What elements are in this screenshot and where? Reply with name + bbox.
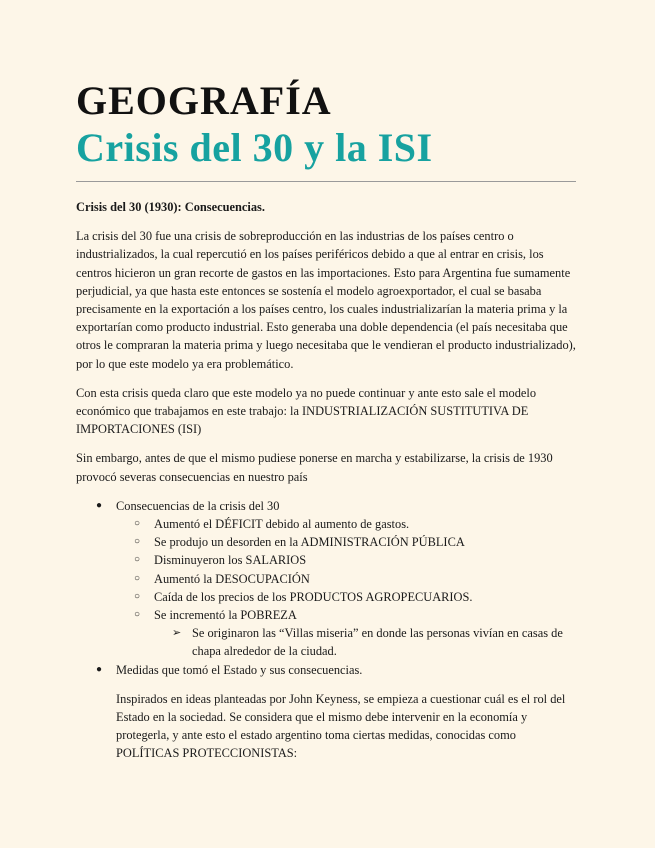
- bullet-dot-icon: ●: [96, 663, 103, 675]
- list-item-text: Se incrementó la POBREZA: [154, 608, 297, 623]
- list-item-text: Caída de los precios de los PRODUCTOS AGROPECUARIOS.: [154, 589, 473, 604]
- list-item: [116, 588, 578, 606]
- list-item-text: Se produjo un desorden en la ADMINISTRACIÓN PÚBLICA: [154, 535, 465, 550]
- list-item: [154, 624, 578, 660]
- bullet-circle-icon: ○: [134, 609, 141, 621]
- main-bullet-list: [76, 497, 578, 763]
- list-item-text: Aumentó la DESOCUPACIÓN: [154, 571, 310, 586]
- list-item-label: Medidas que tomó el Estado y sus consecuencias.: [116, 662, 363, 677]
- list-item-text: Aumentó el DÉFICIT debido al aumento de gastos.: [154, 517, 410, 532]
- paragraph-consequences-intro: Sin embargo, antes de que el mismo pudiese ponerse en marcha y estabilizarse, la crisis de 1930 provocó severas consecuencias en nuestro país: [76, 451, 553, 484]
- document-subtitle: Crisis del 30 y la ISI: [76, 125, 433, 170]
- list-item-consequences: [76, 497, 578, 661]
- list-item-text: Se originaron las “Villas miseria” en donde las personas vivían en casas de chapa alrededor de la ciudad.: [192, 626, 563, 659]
- bullet-circle-icon: ○: [134, 554, 141, 566]
- bullet-circle-icon: ○: [134, 536, 141, 548]
- list-item-text: Disminuyeron los SALARIOS: [154, 553, 307, 568]
- bullet-dot-icon: ●: [96, 499, 103, 511]
- section-heading: Crisis del 30 (1930): Consecuencias.: [76, 200, 265, 214]
- poverty-sublist: [154, 624, 578, 660]
- document-body: [76, 198, 578, 763]
- paragraph-isi-intro: Con esta crisis queda claro que este modelo ya no puede continuar y ante esto sale el modelo económico que trabajamos en este trabajo: la INDUSTRIALIZACIÓN SUSTITUTIVA DE IMPORTACIONES (ISI): [76, 385, 537, 437]
- title-divider: [76, 181, 576, 182]
- list-item-label: Consecuencias de la crisis del 30: [116, 498, 280, 513]
- paragraph-crisis-description: La crisis del 30 fue una crisis de sobreproducción en las industrias de los países centro o industrializados, la cual repercutió en los países periféricos debido a que al entrar en crisis, los centros hicieron un gran recorte de gastos en las importaciones. Esto para Argentina fue sumamente perjudicial, ya que hasta este entonces se sostenía el modelo agroexportador, el cual se basaba precisamente en la exportación a los países centro, los cuales industrializarían la materia prima y la exportarían como producto industrial. Esto generaba una doble dependencia (el país necesitaba que otros le compraran la materia prima y luego necesitaba que le vendieran el producto industrializado), por lo que este modelo ya era problemático.: [76, 229, 576, 371]
- list-item: [116, 606, 578, 661]
- list-item-state-measures: [76, 661, 578, 763]
- bullet-circle-icon: ○: [134, 590, 141, 602]
- list-item: [116, 515, 578, 533]
- consequences-sublist: [116, 515, 578, 661]
- list-item: [116, 551, 578, 569]
- bullet-circle-icon: ○: [134, 572, 141, 584]
- bullet-circle-icon: ○: [134, 518, 141, 530]
- list-item: [116, 533, 578, 551]
- arrow-bullet-icon: ➢: [172, 627, 182, 640]
- paragraph-keynes: Inspirados en ideas planteadas por John Keyness, se empieza a cuestionar cuál es el rol del Estado en la sociedad. Se considera que el mismo debe intervenir en la economía y protegerla, y ante esto el estado argentino toma ciertas medidas, conocidas como POLÍTICAS PROTECCIONISTAS:: [116, 691, 566, 761]
- document-title: GEOGRAFÍA: [76, 78, 332, 123]
- list-item: [116, 570, 578, 588]
